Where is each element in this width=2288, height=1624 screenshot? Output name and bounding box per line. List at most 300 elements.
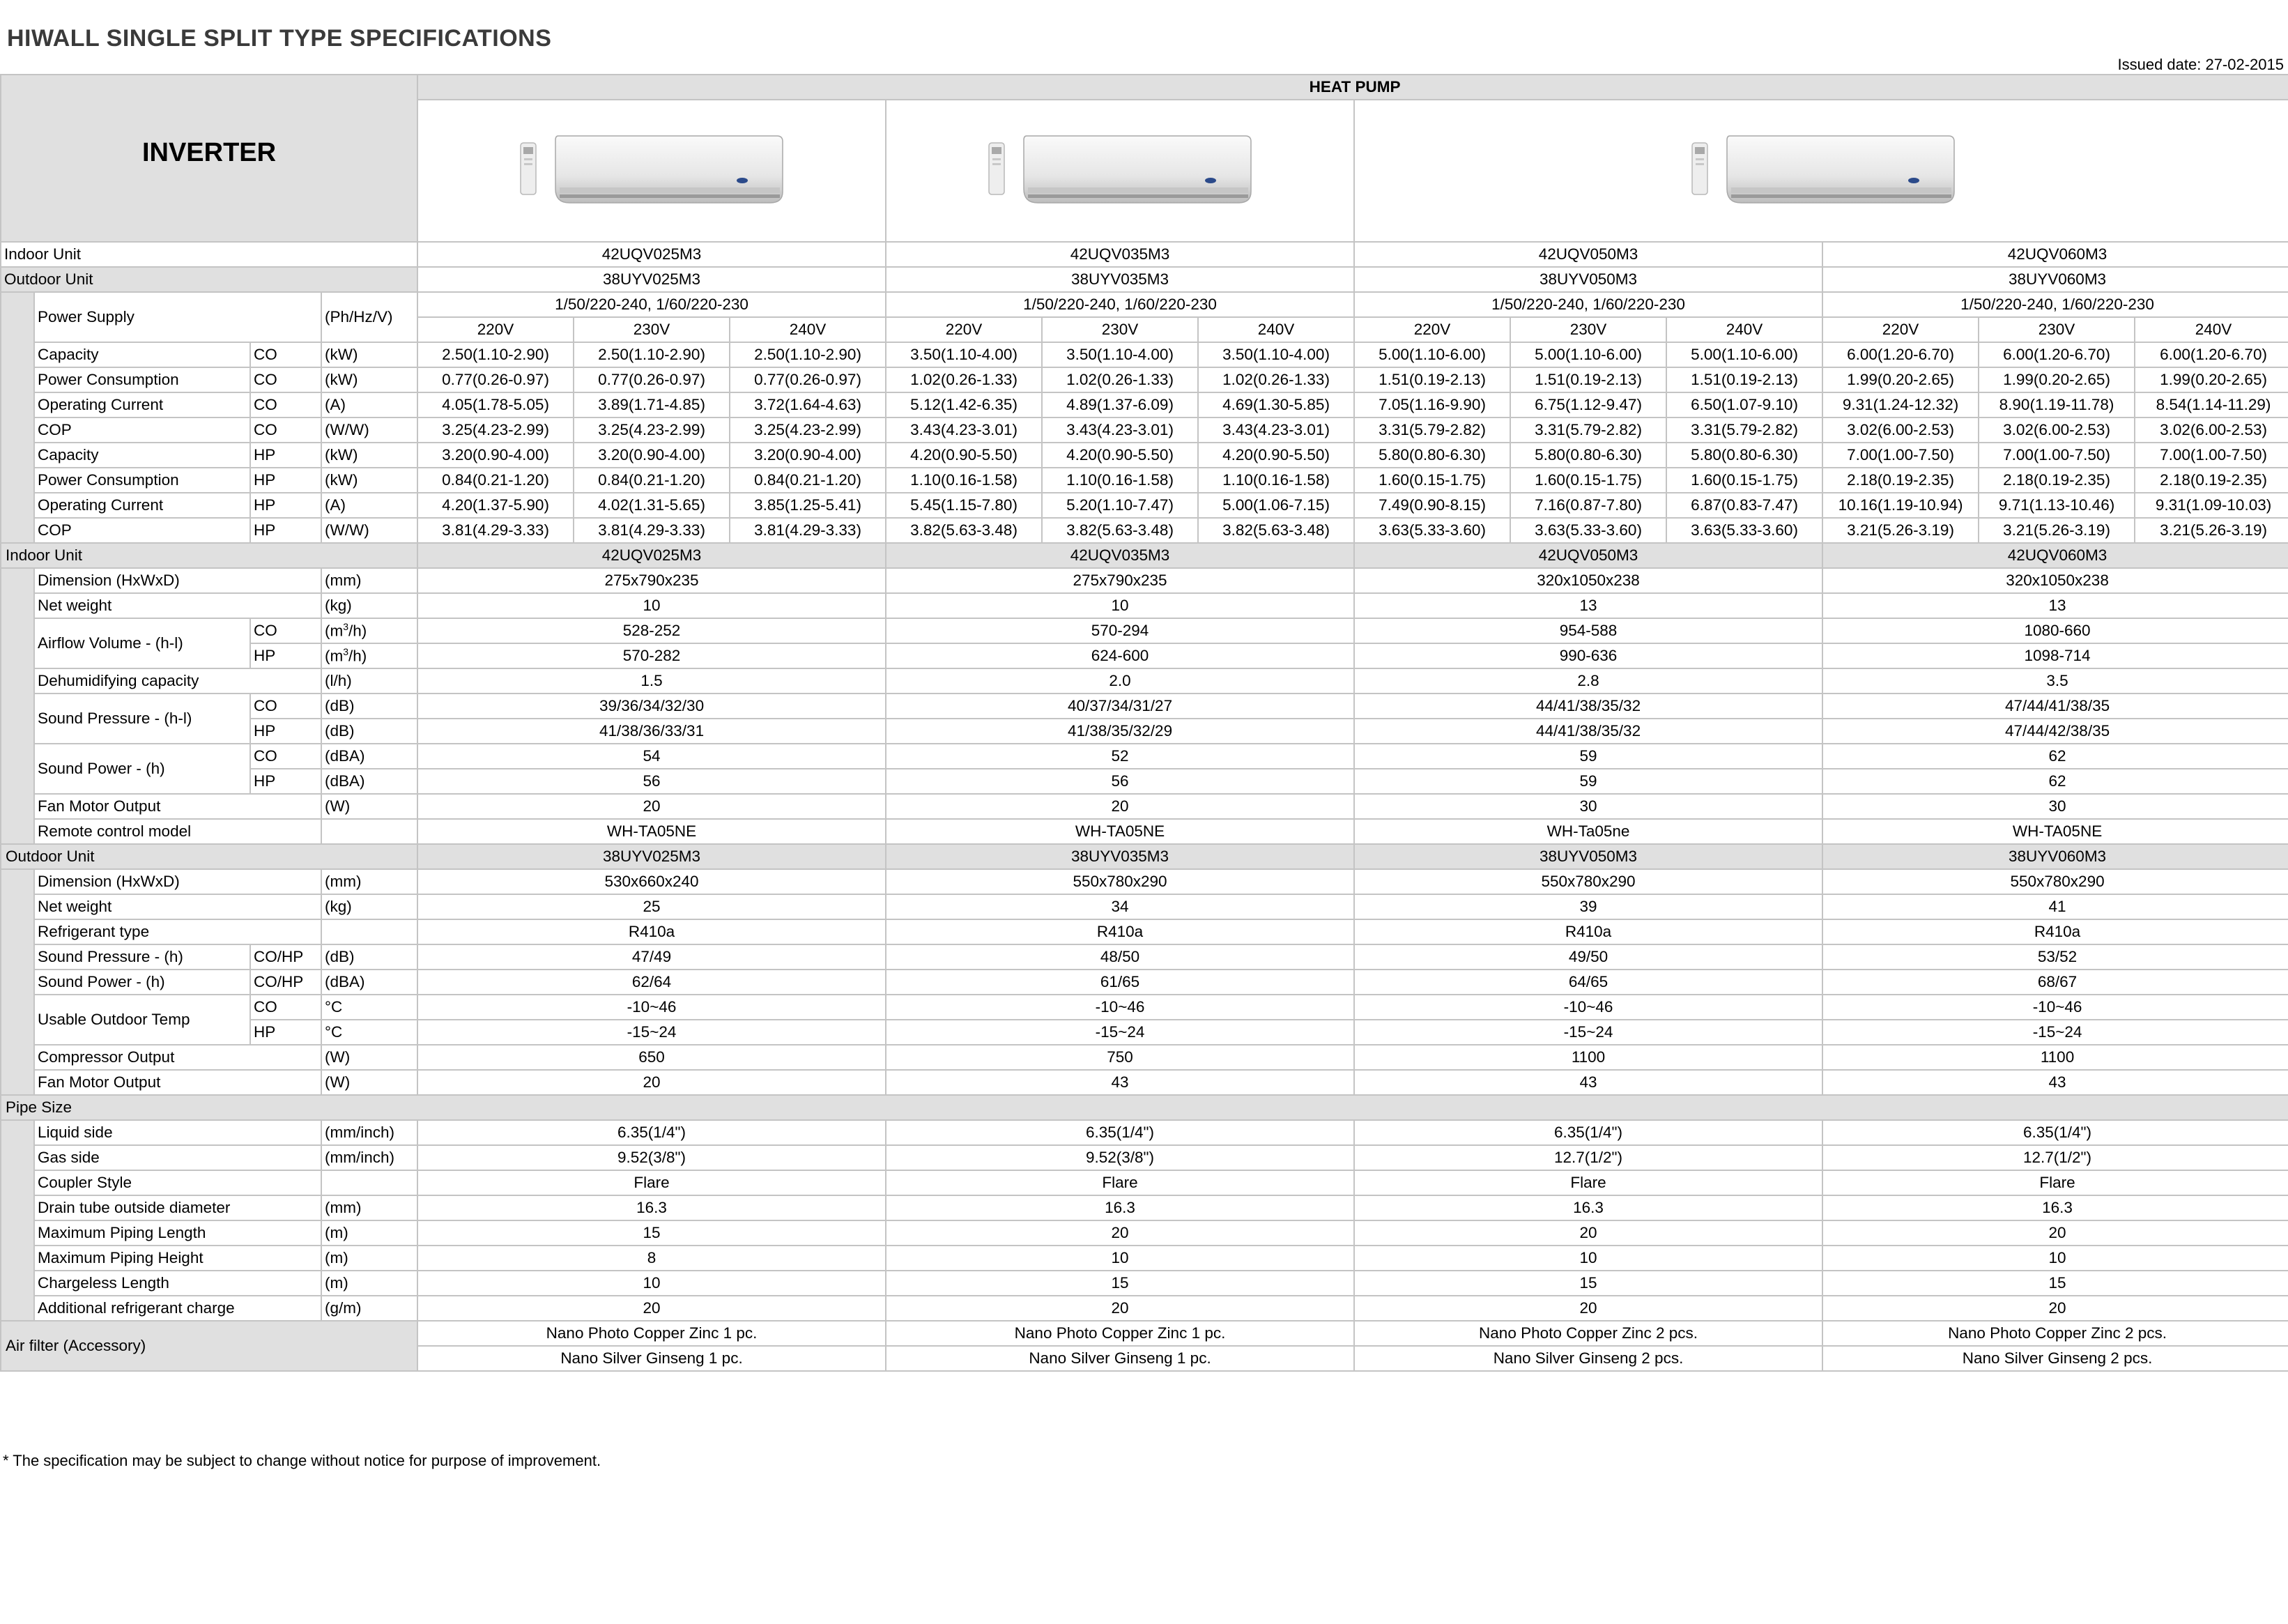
value-cell: 550x780x290 [1354, 869, 1822, 894]
outdoor-section-row [1, 844, 2288, 869]
param-label: Gas side [34, 1145, 321, 1170]
value-cell: 41/38/35/32/29 [886, 719, 1354, 744]
value-cell: 1.02(0.26-1.33) [886, 367, 1042, 392]
value-cell: 7.05(1.16-9.90) [1354, 392, 1510, 418]
value-cell: 530x660x240 [417, 869, 886, 894]
value-cell: 3.50(1.10-4.00) [886, 342, 1042, 367]
value-cell: 4.02(1.31-5.65) [574, 493, 730, 518]
issued-date: Issued date: 27-02-2015 [2117, 56, 2284, 73]
param-row [1, 1070, 2288, 1095]
param-label: Drain tube outside diameter [34, 1195, 321, 1220]
value-cell: 40/37/34/31/27 [886, 694, 1354, 719]
unit-image-cell [886, 100, 1354, 242]
value-cell: 320x1050x238 [1822, 568, 2288, 593]
value-cell: Nano Silver Ginseng 1 pc. [417, 1346, 886, 1371]
unit-cell: (dBA) [321, 970, 417, 995]
voltage-header: 240V [730, 317, 886, 342]
mode-cell: CO/HP [250, 970, 321, 995]
indoor-model: 42UQV025M3 [417, 543, 886, 568]
value-cell: 3.25(4.23-2.99) [574, 418, 730, 443]
value-cell: 56 [886, 769, 1354, 794]
value-cell: 5.00(1.10-6.00) [1510, 342, 1666, 367]
unit-cell: $(m^3/h)$ [321, 618, 417, 643]
unit-cell: (W) [321, 794, 417, 819]
unit-cell: (mm) [321, 1195, 417, 1220]
value-cell: 9.52(3/8") [417, 1145, 886, 1170]
value-cell: 20 [1354, 1296, 1822, 1321]
value-cell: 1.60(0.15-1.75) [1354, 468, 1510, 493]
value-cell: 6.35(1/4") [1354, 1120, 1822, 1145]
param-label: COP [34, 418, 250, 443]
value-cell: Nano Silver Ginseng 2 pcs. [1822, 1346, 2288, 1371]
value-cell: 43 [886, 1070, 1354, 1095]
param-row [1, 643, 2288, 668]
param-label: Chargeless Length [34, 1271, 321, 1296]
value-cell: 3.89(1.71-4.85) [574, 392, 730, 418]
pipe-size-label: Pipe Size [1, 1095, 2288, 1120]
value-cell: 1.60(0.15-1.75) [1666, 468, 1822, 493]
param-label: Fan Motor Output [34, 1070, 321, 1095]
value-cell: 3.81(4.29-3.33) [730, 518, 886, 543]
value-cell: 5.80(0.80-6.30) [1354, 443, 1510, 468]
value-cell: 10 [417, 1271, 886, 1296]
value-cell: 4.05(1.78-5.05) [417, 392, 574, 418]
unit-cell [321, 819, 417, 844]
value-cell: 68/67 [1822, 970, 2288, 995]
value-cell: 3.21(5.26-3.19) [1979, 518, 2135, 543]
value-cell: 4.20(0.90-5.50) [1042, 443, 1198, 468]
indoor-model: 42UQV035M3 [886, 543, 1354, 568]
voltage-header: 220V [1354, 317, 1510, 342]
param-label: Sound Power - (h) [34, 970, 250, 995]
value-cell: 30 [1822, 794, 2288, 819]
value-cell: 5.20(1.10-7.47) [1042, 493, 1198, 518]
value-cell: 30 [1354, 794, 1822, 819]
mode-cell: HP [250, 518, 321, 543]
value-cell: 550x780x290 [886, 869, 1354, 894]
value-cell: 13 [1354, 593, 1822, 618]
param-row [1, 1246, 2288, 1271]
unit-cell: (mm/inch) [321, 1120, 417, 1145]
param-row [1, 1045, 2288, 1070]
unit-image-cell [417, 100, 886, 242]
indoor-section-row [1, 543, 2288, 568]
value-cell: 0.84(0.21-1.20) [730, 468, 886, 493]
value-cell: 2.18(0.19-2.35) [1979, 468, 2135, 493]
value-cell: 43 [1354, 1070, 1822, 1095]
value-cell: 4.20(0.90-5.50) [1198, 443, 1354, 468]
value-cell: 3.81(4.29-3.33) [574, 518, 730, 543]
value-cell: 15 [1354, 1271, 1822, 1296]
value-cell: 2.18(0.19-2.35) [2135, 468, 2288, 493]
mode-cell: CO/HP [250, 944, 321, 970]
voltage-header: 220V [886, 317, 1042, 342]
param-row [1, 869, 2288, 894]
value-cell: 20 [886, 1220, 1354, 1246]
value-cell: 0.77(0.26-0.97) [730, 367, 886, 392]
value-cell: 624-600 [886, 643, 1354, 668]
value-cell: 3.31(5.79-2.82) [1354, 418, 1510, 443]
param-row [1, 894, 2288, 919]
voltage-header: 240V [1198, 317, 1354, 342]
value-cell: Flare [886, 1170, 1354, 1195]
param-label: Dehumidifying capacity [34, 668, 321, 694]
value-cell: Nano Photo Copper Zinc 1 pc. [417, 1321, 886, 1346]
value-cell: 1.10(0.16-1.58) [886, 468, 1042, 493]
param-label: Airflow Volume - (h-l) [34, 618, 250, 668]
value-cell: 2.8 [1354, 668, 1822, 694]
performance-row [1, 493, 2288, 518]
power-supply-label: Power Supply [34, 292, 321, 342]
value-cell: -15~24 [1822, 1020, 2288, 1045]
outdoor-model: 38UYV050M3 [1354, 267, 1822, 292]
value-cell: 6.35(1/4") [1822, 1120, 2288, 1145]
performance-row [1, 418, 2288, 443]
value-cell: 7.49(0.90-8.15) [1354, 493, 1510, 518]
value-cell: 0.77(0.26-0.97) [574, 367, 730, 392]
value-cell: 10 [886, 593, 1354, 618]
value-cell: 5.45(1.15-7.80) [886, 493, 1042, 518]
value-cell: 62/64 [417, 970, 886, 995]
value-cell: 3.25(4.23-2.99) [730, 418, 886, 443]
value-cell: 1.5 [417, 668, 886, 694]
power-supply-value: 1/50/220-240, 1/60/220-230 [417, 292, 886, 317]
param-label: Operating Current [34, 493, 250, 518]
value-cell: 25 [417, 894, 886, 919]
unit-cell: (kW) [321, 367, 417, 392]
unit-cell: °C [321, 995, 417, 1020]
value-cell: 4.20(0.90-5.50) [886, 443, 1042, 468]
param-row [1, 1120, 2288, 1145]
value-cell: 275x790x235 [886, 568, 1354, 593]
value-cell: 16.3 [1354, 1195, 1822, 1220]
value-cell: 39/36/34/32/30 [417, 694, 886, 719]
mode-cell: CO [250, 342, 321, 367]
air-filter-row [1, 1321, 2288, 1346]
param-row [1, 719, 2288, 744]
value-cell: Nano Photo Copper Zinc 2 pcs. [1354, 1321, 1822, 1346]
value-cell: R410a [1354, 919, 1822, 944]
value-cell: 54 [417, 744, 886, 769]
mode-cell: CO [250, 392, 321, 418]
mode-cell: CO [250, 694, 321, 719]
mode-cell: HP [250, 643, 321, 668]
mode-cell: HP [250, 468, 321, 493]
unit-cell: (mm) [321, 869, 417, 894]
value-cell: 3.02(6.00-2.53) [1979, 418, 2135, 443]
value-cell: WH-Ta05ne [1354, 819, 1822, 844]
value-cell: 570-282 [417, 643, 886, 668]
value-cell: 39 [1354, 894, 1822, 919]
air-filter-label: Air filter (Accessory) [1, 1321, 417, 1371]
unit-cell: (l/h) [321, 668, 417, 694]
value-cell: 12.7(1/2") [1354, 1145, 1822, 1170]
value-cell: 59 [1354, 769, 1822, 794]
value-cell: 0.84(0.21-1.20) [574, 468, 730, 493]
value-cell: 13 [1822, 593, 2288, 618]
value-cell: 8.90(1.19-11.78) [1979, 392, 2135, 418]
unit-cell: (W) [321, 1045, 417, 1070]
value-cell: 16.3 [417, 1195, 886, 1220]
value-cell: 3.20(0.90-4.00) [730, 443, 886, 468]
unit-cell: (g/m) [321, 1296, 417, 1321]
param-row [1, 944, 2288, 970]
indoor-model: 42UQV025M3 [417, 242, 886, 267]
value-cell: 2.50(1.10-2.90) [417, 342, 574, 367]
unit-cell: (W) [321, 1070, 417, 1095]
outdoor-section-label: Outdoor Unit [1, 844, 417, 869]
unit-cell: (mm/inch) [321, 1145, 417, 1170]
unit-cell: (kW) [321, 443, 417, 468]
value-cell: Nano Silver Ginseng 1 pc. [886, 1346, 1354, 1371]
value-cell: 10 [1354, 1246, 1822, 1271]
value-cell: 1.99(0.20-2.65) [1822, 367, 1979, 392]
indoor-models-row [1, 242, 2288, 267]
outdoor-model: 38UYV035M3 [886, 844, 1354, 869]
value-cell: 570-294 [886, 618, 1354, 643]
air-conditioner-icon [519, 130, 784, 207]
value-cell: 20 [1822, 1220, 2288, 1246]
value-cell: 3.43(4.23-3.01) [1042, 418, 1198, 443]
value-cell: 20 [417, 1070, 886, 1095]
value-cell: 10 [417, 593, 886, 618]
performance-row [1, 468, 2288, 493]
value-cell: WH-TA05NE [886, 819, 1354, 844]
value-cell: 954-588 [1354, 618, 1822, 643]
inverter-label: INVERTER [1, 75, 417, 242]
voltage-header: 230V [1979, 317, 2135, 342]
value-cell: 1.51(0.19-2.13) [1510, 367, 1666, 392]
unit-image-cell [1354, 100, 2288, 242]
heat-pump-header: HEAT PUMP [417, 75, 2288, 100]
value-cell: WH-TA05NE [1822, 819, 2288, 844]
param-row [1, 593, 2288, 618]
value-cell: Flare [417, 1170, 886, 1195]
value-cell: 275x790x235 [417, 568, 886, 593]
value-cell: 56 [417, 769, 886, 794]
unit-cell: (Ph/Hz/V) [321, 292, 417, 342]
indent-cell [1, 1120, 34, 1321]
value-cell: 1.10(0.16-1.58) [1042, 468, 1198, 493]
value-cell: 320x1050x238 [1354, 568, 1822, 593]
param-row [1, 995, 2288, 1020]
value-cell: 3.25(4.23-2.99) [417, 418, 574, 443]
value-cell: 5.00(1.10-6.00) [1666, 342, 1822, 367]
value-cell: 3.63(5.33-3.60) [1510, 518, 1666, 543]
value-cell: 2.50(1.10-2.90) [730, 342, 886, 367]
unit-cell: (W/W) [321, 518, 417, 543]
value-cell: 62 [1822, 744, 2288, 769]
value-cell: 5.00(1.10-6.00) [1354, 342, 1510, 367]
value-cell: -10~46 [417, 995, 886, 1020]
param-label: Compressor Output [34, 1045, 321, 1070]
param-row [1, 1020, 2288, 1045]
value-cell: 44/41/38/35/32 [1354, 694, 1822, 719]
value-cell: 20 [886, 1296, 1354, 1321]
value-cell: 6.87(0.83-7.47) [1666, 493, 1822, 518]
unit-cell: °C [321, 1020, 417, 1045]
page-title: HIWALL SINGLE SPLIT TYPE SPECIFICATIONS [7, 25, 552, 52]
value-cell: 3.43(4.23-3.01) [1198, 418, 1354, 443]
value-cell: 6.35(1/4") [886, 1120, 1354, 1145]
value-cell: 1.99(0.20-2.65) [2135, 367, 2288, 392]
value-cell: 61/65 [886, 970, 1354, 995]
value-cell: Flare [1354, 1170, 1822, 1195]
value-cell: 2.50(1.10-2.90) [574, 342, 730, 367]
value-cell: R410a [1822, 919, 2288, 944]
param-label: Dimension (HxWxD) [34, 869, 321, 894]
value-cell: R410a [417, 919, 886, 944]
value-cell: 16.3 [886, 1195, 1354, 1220]
value-cell: 6.00(1.20-6.70) [1822, 342, 1979, 367]
mode-cell: HP [250, 769, 321, 794]
param-label: Coupler Style [34, 1170, 321, 1195]
value-cell: 3.82(5.63-3.48) [1042, 518, 1198, 543]
value-cell: 16.3 [1822, 1195, 2288, 1220]
value-cell: 3.43(4.23-3.01) [886, 418, 1042, 443]
value-cell: Nano Photo Copper Zinc 1 pc. [886, 1321, 1354, 1346]
param-label: Refrigerant type [34, 919, 321, 944]
param-label: Liquid side [34, 1120, 321, 1145]
outdoor-model: 38UYV060M3 [1822, 844, 2288, 869]
outdoor-model: 38UYV060M3 [1822, 267, 2288, 292]
value-cell: 15 [1822, 1271, 2288, 1296]
value-cell: 7.00(1.00-7.50) [2135, 443, 2288, 468]
power-supply-value: 1/50/220-240, 1/60/220-230 [1354, 292, 1822, 317]
pipe-section-row [1, 1095, 2288, 1120]
outdoor-unit-label: Outdoor Unit [1, 267, 417, 292]
value-cell: 3.20(0.90-4.00) [417, 443, 574, 468]
value-cell: 47/44/42/38/35 [1822, 719, 2288, 744]
value-cell: R410a [886, 919, 1354, 944]
value-cell: 3.72(1.64-4.63) [730, 392, 886, 418]
value-cell: 3.63(5.33-3.60) [1354, 518, 1510, 543]
indent-cell [1, 292, 34, 543]
unit-cell [321, 919, 417, 944]
mode-cell: CO [250, 618, 321, 643]
power-supply-row [1, 292, 2288, 317]
value-cell: 5.12(1.42-6.35) [886, 392, 1042, 418]
value-cell: 3.81(4.29-3.33) [417, 518, 574, 543]
value-cell: 3.31(5.79-2.82) [1510, 418, 1666, 443]
value-cell: 41 [1822, 894, 2288, 919]
mode-cell: CO [250, 367, 321, 392]
param-label: Maximum Piping Height [34, 1246, 321, 1271]
value-cell: 5.80(0.80-6.30) [1510, 443, 1666, 468]
mode-cell: HP [250, 1020, 321, 1045]
param-label: Capacity [34, 342, 250, 367]
value-cell: 3.21(5.26-3.19) [2135, 518, 2288, 543]
param-label: Maximum Piping Length [34, 1220, 321, 1246]
voltage-header: 230V [1510, 317, 1666, 342]
value-cell: 3.63(5.33-3.60) [1666, 518, 1822, 543]
mode-cell: CO [250, 995, 321, 1020]
param-label: Fan Motor Output [34, 794, 321, 819]
value-cell: 10 [886, 1246, 1354, 1271]
param-label: Net weight [34, 593, 321, 618]
value-cell: 6.00(1.20-6.70) [1979, 342, 2135, 367]
unit-cell: (dB) [321, 944, 417, 970]
indent-cell [1, 568, 34, 844]
value-cell: 0.84(0.21-1.20) [417, 468, 574, 493]
value-cell: 6.50(1.07-9.10) [1666, 392, 1822, 418]
param-label: Additional refrigerant charge [34, 1296, 321, 1321]
param-row [1, 1271, 2288, 1296]
param-row [1, 1145, 2288, 1170]
unit-cell: (dB) [321, 694, 417, 719]
param-row [1, 1220, 2288, 1246]
unit-cell: (dBA) [321, 769, 417, 794]
value-cell: 3.82(5.63-3.48) [886, 518, 1042, 543]
performance-row [1, 367, 2288, 392]
value-cell: 1100 [1354, 1045, 1822, 1070]
param-label: Sound Power - (h) [34, 744, 250, 794]
power-supply-value: 1/50/220-240, 1/60/220-230 [1822, 292, 2288, 317]
mode-cell: CO [250, 418, 321, 443]
value-cell: -10~46 [1354, 995, 1822, 1020]
value-cell: 1080-660 [1822, 618, 2288, 643]
performance-row [1, 392, 2288, 418]
param-row [1, 668, 2288, 694]
value-cell: 20 [1822, 1296, 2288, 1321]
param-row [1, 819, 2288, 844]
performance-row [1, 443, 2288, 468]
unit-cell: (m) [321, 1246, 417, 1271]
mode-cell: HP [250, 493, 321, 518]
value-cell: 3.21(5.26-3.19) [1822, 518, 1979, 543]
value-cell: 7.16(0.87-7.80) [1510, 493, 1666, 518]
mode-cell: HP [250, 443, 321, 468]
spec-table [0, 74, 2288, 1372]
param-label: Power Consumption [34, 468, 250, 493]
mode-cell: CO [250, 744, 321, 769]
header-row [1, 75, 2288, 100]
value-cell: 48/50 [886, 944, 1354, 970]
param-row [1, 744, 2288, 769]
value-cell: 1.10(0.16-1.58) [1198, 468, 1354, 493]
mode-cell: HP [250, 719, 321, 744]
value-cell: 12.7(1/2") [1822, 1145, 2288, 1170]
voltage-header: 240V [1666, 317, 1822, 342]
value-cell: 1.99(0.20-2.65) [1979, 367, 2135, 392]
param-row [1, 1296, 2288, 1321]
value-cell: 3.85(1.25-5.41) [730, 493, 886, 518]
value-cell: 3.5 [1822, 668, 2288, 694]
indoor-unit-label: Indoor Unit [1, 242, 417, 267]
param-label: Operating Current [34, 392, 250, 418]
value-cell: 59 [1354, 744, 1822, 769]
unit-cell: (A) [321, 392, 417, 418]
value-cell: Nano Silver Ginseng 2 pcs. [1354, 1346, 1822, 1371]
param-row [1, 919, 2288, 944]
value-cell: -10~46 [886, 995, 1354, 1020]
value-cell: 3.02(6.00-2.53) [1822, 418, 1979, 443]
value-cell: 8 [417, 1246, 886, 1271]
performance-row [1, 342, 2288, 367]
param-label: COP [34, 518, 250, 543]
param-row [1, 769, 2288, 794]
param-row [1, 694, 2288, 719]
value-cell: 3.50(1.10-4.00) [1042, 342, 1198, 367]
unit-cell [321, 1170, 417, 1195]
value-cell: 6.00(1.20-6.70) [2135, 342, 2288, 367]
value-cell: 7.00(1.00-7.50) [1979, 443, 2135, 468]
voltage-header: 230V [574, 317, 730, 342]
param-row [1, 794, 2288, 819]
value-cell: 20 [417, 794, 886, 819]
value-cell: 1.02(0.26-1.33) [1042, 367, 1198, 392]
value-cell: 5.80(0.80-6.30) [1666, 443, 1822, 468]
